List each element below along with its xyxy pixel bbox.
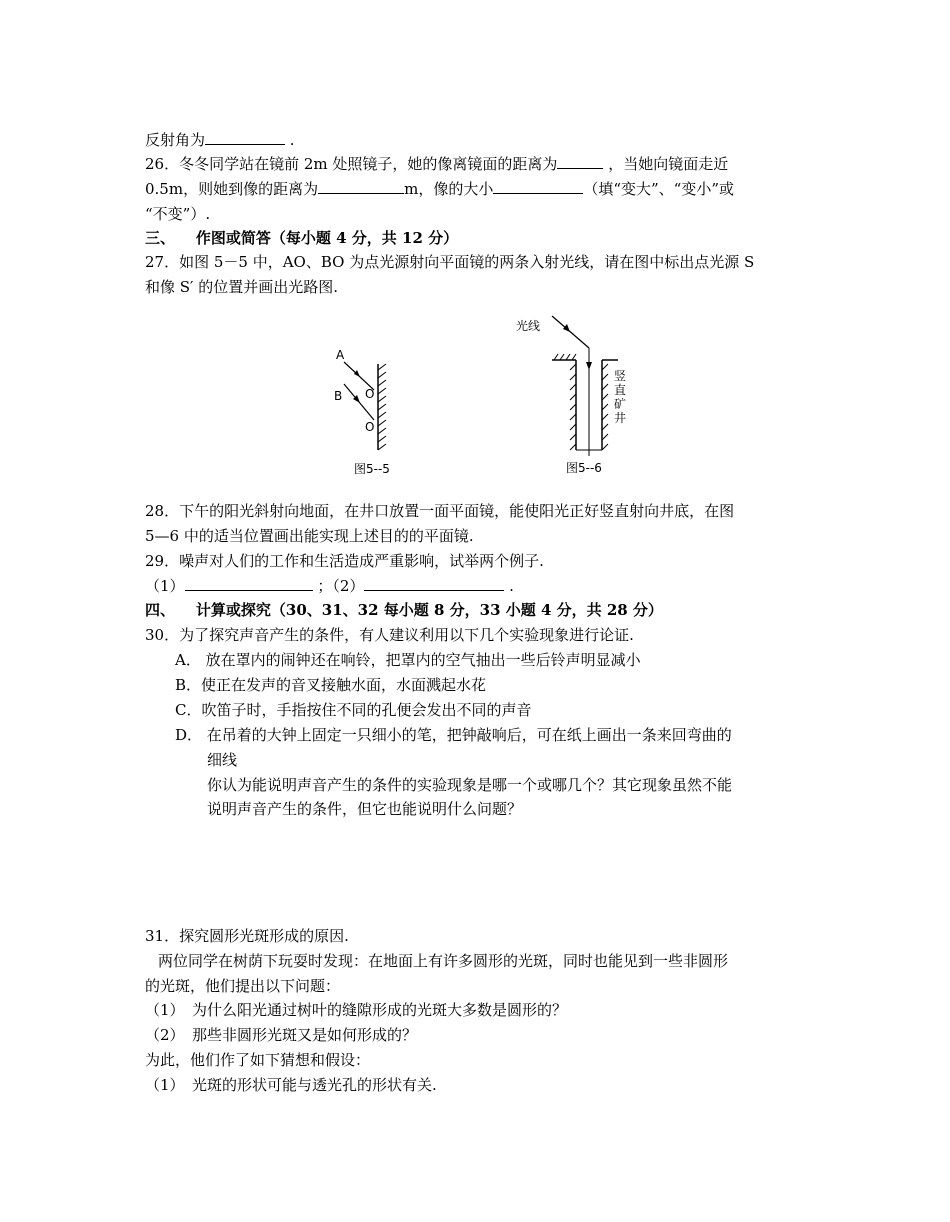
q30-option-b: B．使正在发声的音叉接触水面，水面溅起水花	[175, 676, 487, 694]
arrowhead-icon	[354, 370, 360, 377]
figure-caption: 图5--6	[566, 461, 602, 475]
incoming-ray	[552, 316, 589, 348]
q30-stem: 30．为了探究声音产生的条件，有人建议利用以下几个实验现象进行论证.	[145, 626, 634, 644]
answer-blank[interactable]	[364, 575, 504, 591]
arrowhead-icon	[563, 324, 570, 332]
q27-line2: 和像 S′ 的位置并画出光路图.	[145, 278, 338, 296]
answer-blank[interactable]	[493, 178, 583, 194]
answer-blank[interactable]	[318, 178, 404, 194]
q30-option-a: A． 放在罩内的闹钟还在响铃，把罩内的空气抽出一些后铃声明显减小	[175, 651, 641, 669]
figure-caption: 图5--5	[354, 462, 390, 476]
q26-line2: 0.5m，则她到像的距离为 m，像的大小 （填“变大”、“变小”或	[145, 180, 735, 198]
shaft-left-hatching	[570, 364, 576, 450]
q30-option-d-cont: 细线	[207, 751, 238, 769]
section-4-heading: 四、 计算或探究（30、31、32 每小题 8 分，33 小题 4 分，共 28 分）	[145, 601, 663, 619]
label-a: A	[336, 348, 345, 362]
arrowhead-icon	[586, 362, 592, 370]
q29-answers: （1） ；（2） .	[145, 577, 514, 595]
q29-line1: 29．噪声对人们的工作和生活造成严重影响，试举两个例子.	[145, 552, 544, 570]
label-shaft-char: 竖	[614, 369, 627, 383]
q31-paragraph-1: 两位同学在树荫下玩耍时发现：在地面上有许多圆形的光斑，同时也能见到一些非圆形	[158, 952, 729, 970]
q30-ask-line2: 说明声音产生的条件，但它也能说明什么问题？	[207, 800, 523, 818]
q27-line1: 27．如图 5－5 中，AO、BO 为点光源射向平面镜的两条入射光线，请在图中标出点光源 S	[145, 253, 755, 271]
q30-option-c: C．吹笛子时，手指按住不同的孔便会发出不同的声音	[175, 701, 532, 719]
q31-stem: 31．探究圆形光斑形成的原因.	[145, 927, 349, 945]
q31-question-2: （2） 那些非圆形光斑又是如何形成的？	[145, 1026, 418, 1044]
q31-question-1: （1） 为什么阳光通过树叶的缝隙形成的光斑大多数是圆形的？	[145, 1001, 568, 1019]
shaft-right-hatching	[602, 364, 608, 450]
q28-line2: 5—6 中的适当位置画出能实现上述目的的平面镜.	[145, 527, 474, 545]
section-3-heading: 三、 作图或简答（每小题 4 分，共 12 分）	[145, 229, 459, 247]
q26-line3: “不变”）.	[145, 205, 211, 223]
q30-ask-line1: 你认为能说明声音产生的条件的实验现象是哪一个或哪几个？其它现象虽然不能	[207, 776, 733, 794]
answer-blank[interactable]	[185, 575, 313, 591]
q31-paragraph-1-cont: 的光斑，他们提出以下问题：	[145, 977, 341, 995]
answer-blank[interactable]	[557, 153, 603, 169]
ground-left-hatching	[554, 354, 576, 360]
q25-tail: 反射角为 .	[145, 131, 295, 149]
q30-option-d: D． 在吊着的大钟上固定一只细小的笔，把钟敲响后，可在纸上画出一条来回弯曲的	[175, 726, 732, 744]
answer-blank[interactable]	[205, 129, 285, 145]
q31-paragraph-2: 为此，他们作了如下猜想和假设：	[145, 1051, 371, 1069]
label-shaft-char: 直	[614, 383, 627, 397]
q26-line1: 26．冬冬同学站在镜前 2m 处照镜子，她的像离镜面的距离为 ，当她向镜面走近	[145, 155, 729, 173]
q28-line1: 28．下午的阳光斜射向地面，在井口放置一面平面镜，能使阳光正好竖直射向井底，在图	[145, 502, 735, 520]
mirror-hatching	[378, 364, 386, 450]
q31-hypothesis-1: （1） 光斑的形状可能与透光孔的形状有关.	[145, 1076, 437, 1094]
label-o: O	[365, 420, 375, 434]
label-shaft-char: 矿	[614, 397, 627, 411]
label-shaft-char: 井	[614, 411, 627, 425]
label-o: O	[365, 387, 375, 401]
label-b: B	[334, 389, 343, 403]
figure-5-6	[510, 308, 640, 480]
label-light: 光线	[516, 319, 541, 333]
figure-5-5	[330, 340, 410, 480]
